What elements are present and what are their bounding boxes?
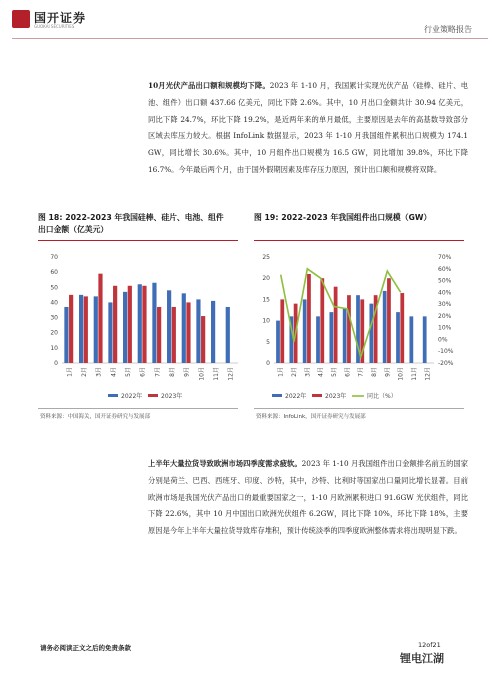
bar [369,304,373,363]
y2-tick-label: -10% [438,348,454,356]
y-tick-label: 0 [54,360,58,367]
bar [128,286,132,363]
figure-19-top-rule [254,240,464,241]
x-tick-label: 2月 [81,367,88,377]
y2-tick-label: 30% [438,301,452,309]
paragraph-body: 2023 年 1-10 月我国组件出口金额排名前五的国家分别是荷兰、巴西、西班牙、印度、沙特，其中，沙特、比利时等国家出口量同比增长显著。目前欧洲市场是我国光伏产品出口的最重要国家之一，1-10 月欧洲累积进口 91.6GW 光伏组件，同比下降 22.6%，其中 10 月中国出口欧洲光伏组件 6.2GW，同比下降 10%，环比下降 18%，主要原因是今年上半年大量拉货导致库存堆积，预计传统淡季的四季度欧洲整体需求将出现明显下跌。 [148,459,469,536]
y-tick-label: 30 [50,314,58,322]
y-tick-label: 70 [50,254,58,261]
bar [108,302,112,363]
bar [211,301,215,363]
x-tick-label: 1月 [277,367,285,377]
header-divider [12,38,488,39]
x-tick-label: 11月 [411,367,418,381]
bar [69,295,73,363]
bar [276,321,280,363]
y2-tick-label: 60% [438,265,452,273]
y-tick-label: 20 [262,275,270,283]
x-tick-label: 8月 [169,367,176,377]
legend-swatch [272,394,282,397]
y-tick-label: 5 [266,338,270,346]
legend-label: 2022年 [121,393,143,400]
y-tick-label: 10 [50,344,58,352]
y2-tick-label: 70% [438,254,452,261]
legend-label: 2023年 [325,393,347,400]
x-tick-label: 3月 [95,367,103,377]
legend-swatch [108,394,118,397]
legend-swatch [148,394,158,397]
y-tick-label: 20 [50,329,58,337]
y-tick-label: 15 [262,296,270,304]
bar [98,274,102,363]
x-tick-label: 3月 [304,367,312,377]
figure-18-chart [38,245,243,405]
x-tick-label: 9月 [384,367,392,377]
bar [226,307,230,363]
bar [383,291,387,363]
bar [303,299,307,363]
y-tick-label: 10 [262,317,270,325]
paragraph-lead: 上半年大量拉货导致欧洲市场四季度需求疲软。 [148,459,302,468]
y2-tick-label: 20% [438,312,452,320]
x-tick-label: 5月 [125,367,132,377]
yoy-line [281,269,401,357]
company-name: 国开证券 [34,11,87,25]
bar [84,296,88,363]
figure-18-source: 资料来源：中国海关，国开证券研究与发展部 [40,414,151,420]
x-tick-label: 10月 [198,367,206,381]
paragraph-body: 2023 年 1-10 月，我国累计实现光伏产品（硅棒、硅片、电池、组件）出口额 437.66 亿美元，同比下降 2.6%。其中，10 月出口金额共计 30.94 亿美元，同比下降 24.7%，环比下降 19.2%，是近两年来的单月最低，主要原因是去年的高基数导致部分区域去库压力较大。根据 InfoLink 数据显示，2023 年 1-10 月我国组件累积出口规模为 174.1 GW，同比增长 30.6%。其中，10 月组件出口规模为 16.5 GW，同比增加 39.8%，环比下降 16.7%。今年最后两个月，由于国外假期因素及库存压力原因，预计出口额和规模将双降。 [148,81,469,174]
bar [201,316,205,363]
report-section: 行业策略报告 [424,25,472,34]
bar [79,295,83,363]
x-tick-label: 9月 [183,367,191,377]
watermark-text: 锂电江湖 [400,652,444,665]
x-tick-label: 12月 [424,367,432,381]
paragraph-lead: 10月光伏产品出口额和规模均下降。 [148,81,270,90]
y-tick-label: 25 [262,254,270,261]
x-tick-label: 4月 [110,367,118,377]
y-tick-label: 50 [50,284,58,292]
x-tick-label: 8月 [371,367,378,377]
figure-19-title: 图 19: 2022-2023 年我国组件出口规模（GW） [254,213,432,222]
bar [423,316,427,363]
figure-18-title [38,212,248,236]
paragraph-europe-demand [148,456,468,540]
page-number: 12of21 [418,641,441,649]
x-tick-label: 6月 [139,367,147,377]
y2-tick-label: -20% [438,360,454,367]
footer-disclaimer: 请务必阅读正文之后的免责条款 [40,644,131,652]
bar [329,312,333,363]
bar [396,312,400,363]
company-logo-icon [12,10,30,28]
y2-tick-label: 0% [438,336,448,344]
x-tick-label: 1月 [66,367,74,377]
y2-tick-label: 50% [438,277,452,285]
legend-swatch [312,394,322,397]
figure-18-top-rule [38,240,238,241]
bar [320,278,324,363]
x-tick-label: 5月 [331,367,338,377]
bar [280,299,284,363]
bar [152,283,156,363]
legend-label: 2023年 [161,393,183,400]
figure-18-bottom-rule [38,408,238,409]
figure-18-title-line2: 出口金额（亿美元） [38,225,109,234]
y2-tick-label: 10% [438,324,452,332]
bar [186,302,190,363]
y-tick-label: 40 [50,299,58,307]
bar [409,316,413,363]
bar [94,296,98,363]
x-tick-label: 4月 [317,367,325,377]
bar [172,307,176,363]
y-tick-label: 0 [266,360,270,367]
bar [157,307,161,363]
x-tick-label: 2月 [291,367,298,377]
legend-label: 2022年 [285,393,307,400]
bar [400,293,404,363]
bar [316,316,320,363]
x-tick-label: 11月 [213,367,220,381]
bar [167,290,171,363]
y-tick-label: 60 [50,269,58,277]
x-tick-label: 6月 [344,367,352,377]
bar [334,287,338,363]
bar [64,307,68,363]
figure-19-source: 资料来源：InfoLink，国开证券研究与发展部 [256,414,366,420]
figure-18-title-line1: 图 18: 2022-2023 年我国硅棒、硅片、电池、组件 [38,213,224,222]
y2-tick-label: 40% [438,289,452,297]
bar [142,286,146,363]
bar [182,293,186,363]
bar [138,284,142,363]
figure-19-bottom-rule [254,408,464,409]
x-tick-label: 10月 [397,367,405,381]
paragraph-pv-exports [148,78,468,179]
bar [387,278,391,363]
bar [113,286,117,363]
company-name-en: GUOKAI SECURITIES [34,24,75,29]
x-tick-label: 7月 [357,367,365,377]
x-tick-label: 7月 [154,367,162,377]
bar [196,299,200,363]
figure-19-chart [254,245,466,405]
bar [343,308,347,363]
bar [347,295,351,363]
bar [123,292,127,363]
bar [307,274,311,363]
legend-label: 同比（%） [367,393,397,400]
x-tick-label: 12月 [227,367,235,381]
